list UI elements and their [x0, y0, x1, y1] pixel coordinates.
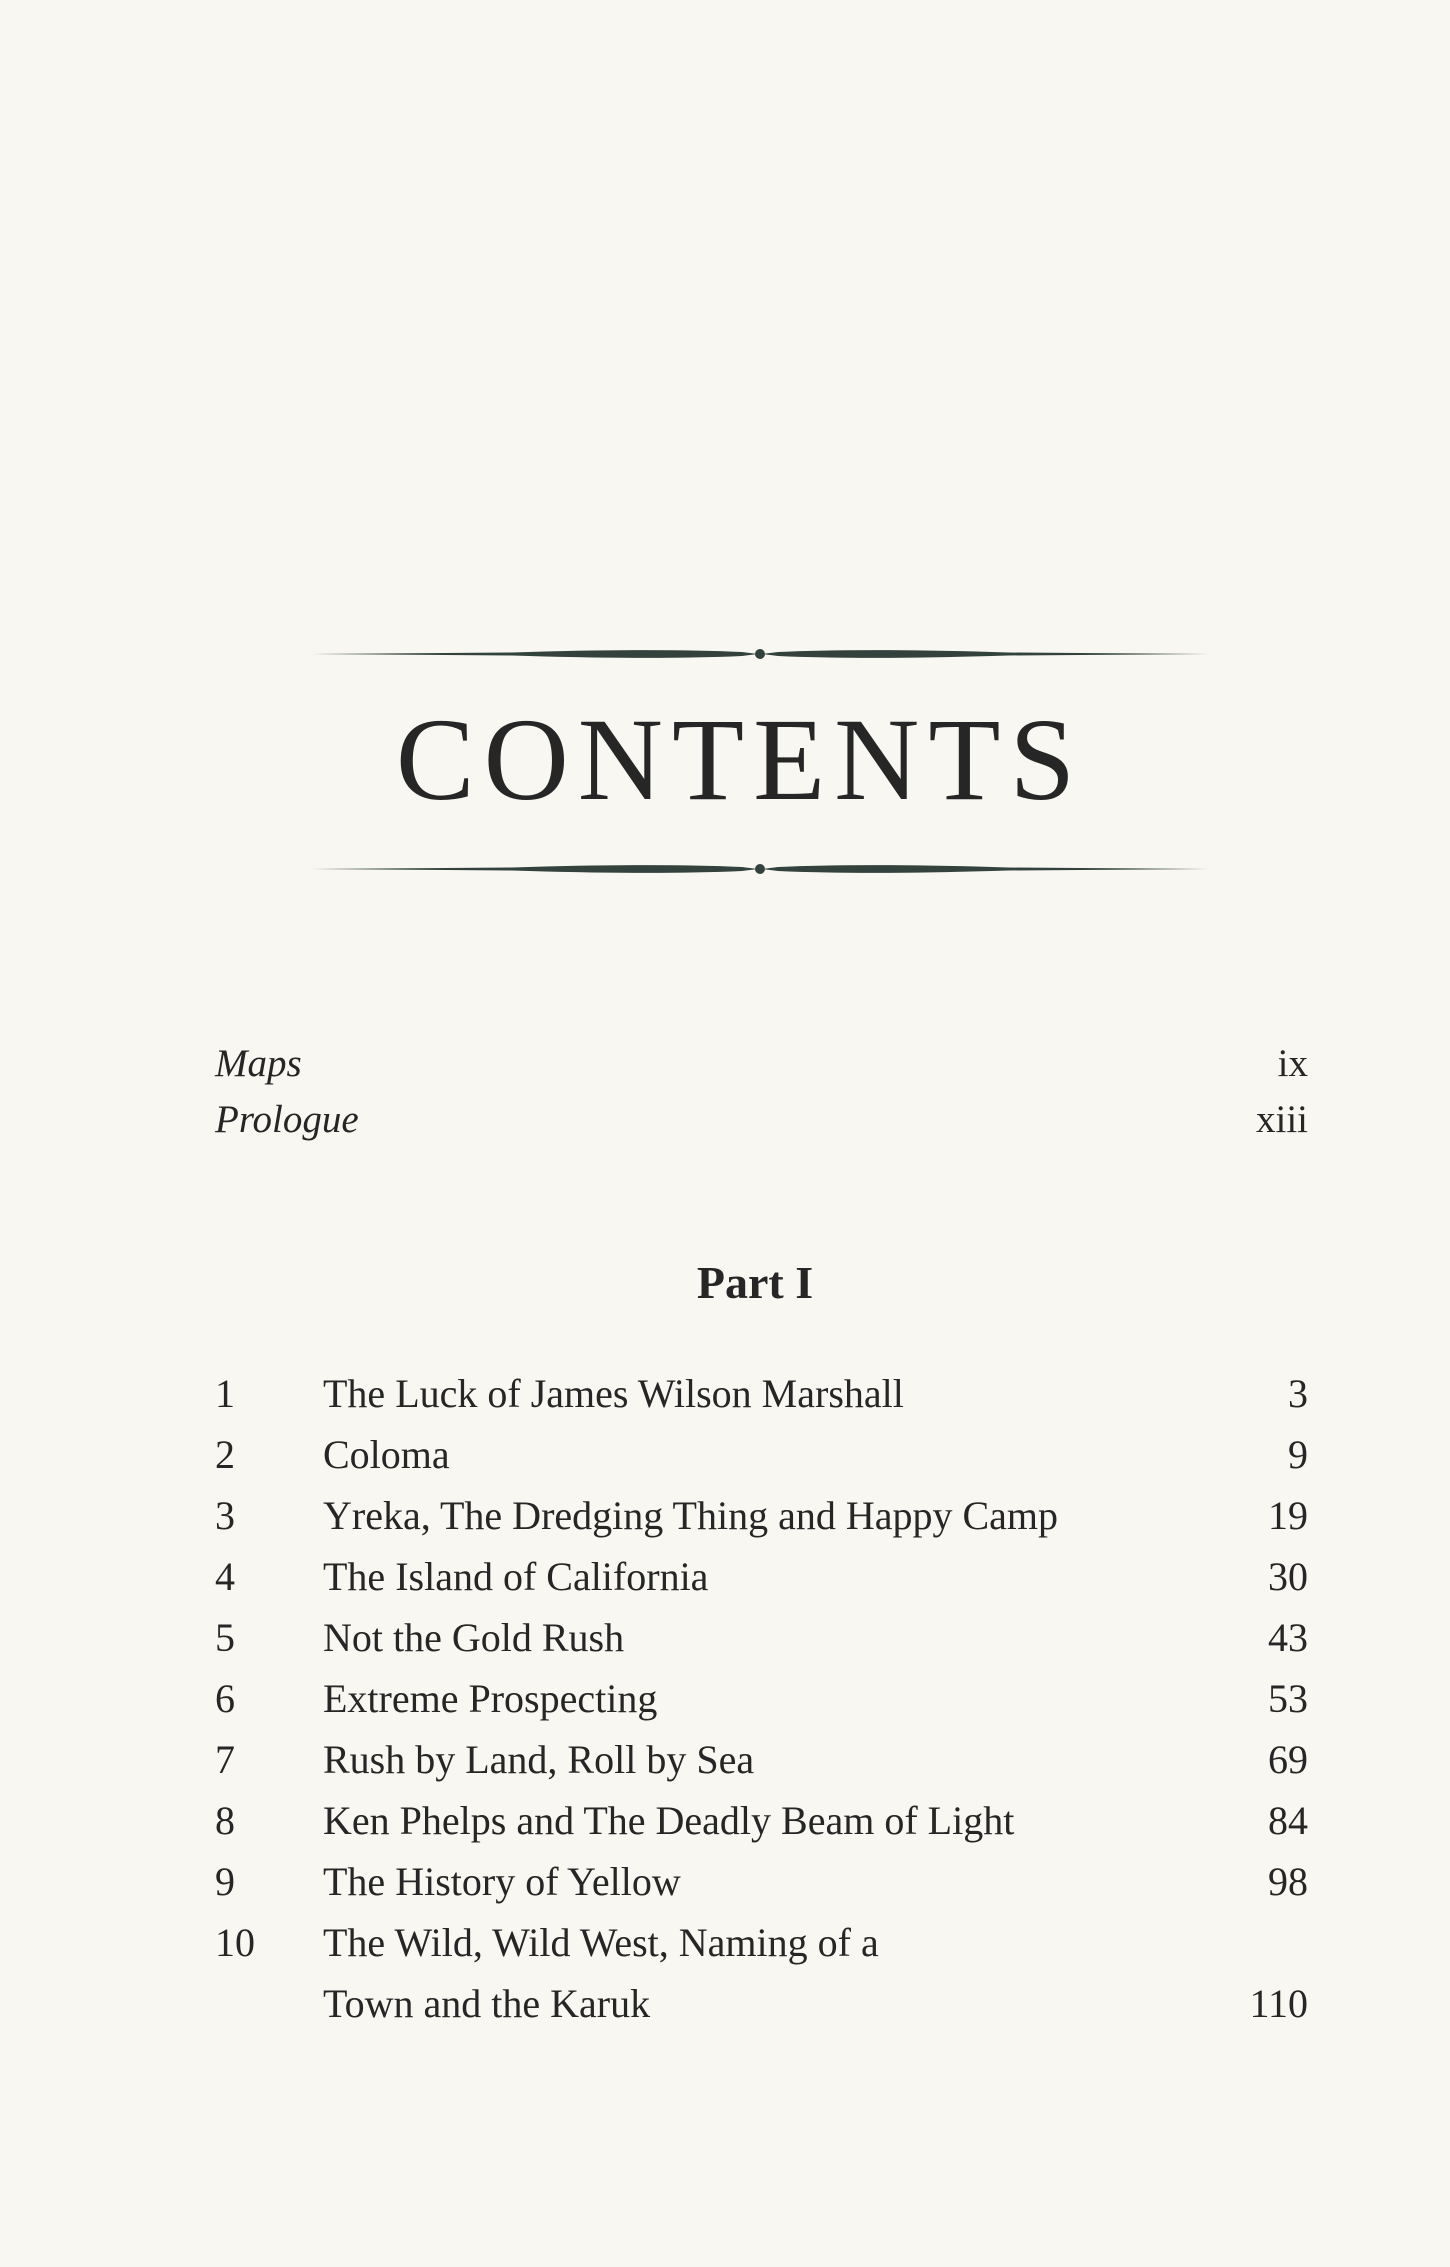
chapter-title: The Wild, Wild West, Naming of a [323, 1920, 879, 1965]
chapter-entry[interactable] [215, 1912, 1308, 1973]
chapter-entry[interactable] [215, 1729, 1308, 1790]
chapter-entry[interactable] [215, 1973, 1308, 2034]
chapter-page: 43 [1268, 1615, 1308, 1660]
chapter-title: The Island of California [323, 1554, 709, 1599]
chapter-title: Rush by Land, Roll by Sea [323, 1737, 755, 1782]
front-matter-title: Maps [215, 1042, 302, 1085]
chapter-number: 1 [215, 1371, 235, 1416]
chapter-page: 53 [1268, 1676, 1308, 1721]
chapter-page: 84 [1268, 1798, 1308, 1843]
chapter-number: 10 [215, 1920, 255, 1965]
chapter-entry[interactable] [215, 1668, 1308, 1729]
chapter-title: Extreme Prospecting [323, 1676, 658, 1721]
chapter-number: 9 [215, 1859, 235, 1904]
ornamental-rule-top [312, 640, 1208, 668]
chapter-page: 19 [1268, 1493, 1308, 1538]
chapter-title: The Luck of James Wilson Marshall [323, 1371, 904, 1416]
chapter-entry[interactable] [215, 1790, 1308, 1851]
ornamental-rule-bottom [312, 855, 1208, 883]
chapter-entry[interactable] [215, 1546, 1308, 1607]
chapter-entry[interactable] [215, 1607, 1308, 1668]
chapter-number: 3 [215, 1493, 235, 1538]
chapter-list [215, 1363, 1308, 2034]
front-matter-list [215, 1036, 1308, 1148]
front-matter-title: Prologue [215, 1098, 359, 1141]
chapter-title: Coloma [323, 1432, 450, 1477]
chapter-number: 6 [215, 1676, 235, 1721]
chapter-number: 2 [215, 1432, 235, 1477]
chapter-title: Not the Gold Rush [323, 1615, 625, 1660]
front-matter-entry[interactable] [215, 1036, 1308, 1092]
front-matter-page: ix [1277, 1042, 1308, 1085]
chapter-entry[interactable] [215, 1424, 1308, 1485]
page-title: CONTENTS [395, 694, 1085, 825]
chapter-page: 3 [1288, 1371, 1308, 1416]
chapter-number: 4 [215, 1554, 235, 1599]
chapter-number: 8 [215, 1798, 235, 1843]
chapter-entry[interactable] [215, 1851, 1308, 1912]
chapter-title: Yreka, The Dredging Thing and Happy Camp [323, 1493, 1059, 1538]
chapter-entry[interactable] [215, 1485, 1308, 1546]
chapter-page: 30 [1268, 1554, 1308, 1599]
front-matter-page: xiii [1255, 1098, 1308, 1141]
part-heading: Part I [696, 1257, 814, 1308]
chapter-number: 5 [215, 1615, 235, 1660]
chapter-title: Ken Phelps and The Deadly Beam of Light [323, 1798, 1015, 1843]
front-matter-entry[interactable] [215, 1092, 1308, 1148]
chapter-title: Town and the Karuk [323, 1981, 651, 2026]
chapter-title: The History of Yellow [323, 1859, 681, 1904]
chapter-page: 69 [1268, 1737, 1308, 1782]
chapter-page: 9 [1288, 1432, 1308, 1477]
chapter-page: 110 [1249, 1981, 1308, 2026]
chapter-entry[interactable] [215, 1363, 1308, 1424]
chapter-page: 98 [1268, 1859, 1308, 1904]
chapter-number: 7 [215, 1737, 235, 1782]
